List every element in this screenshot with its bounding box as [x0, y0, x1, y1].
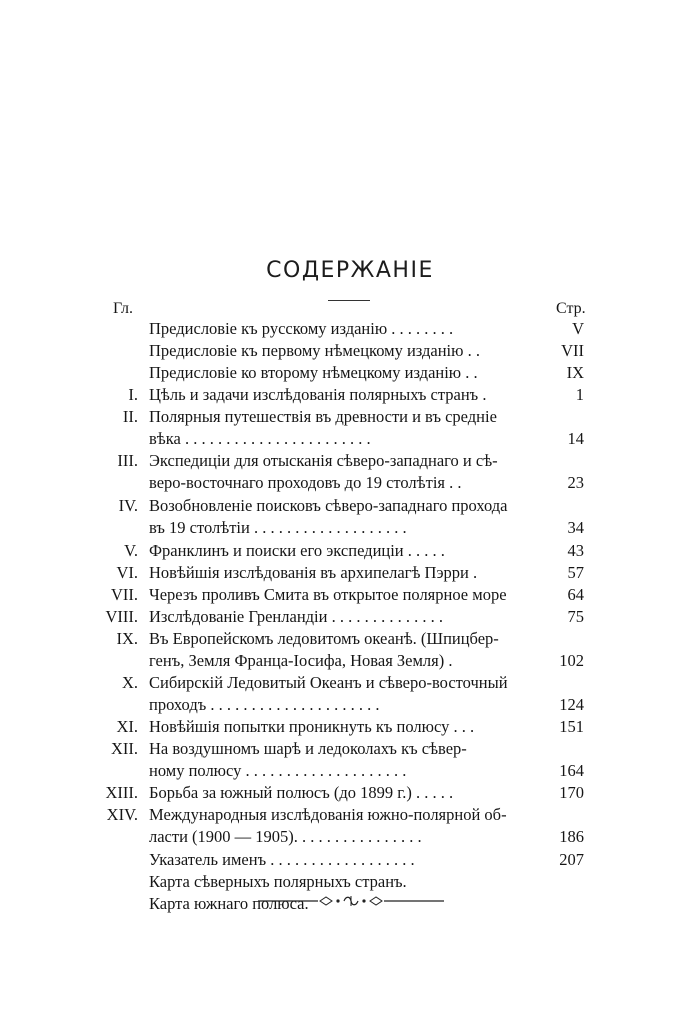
page-number: 23 — [567, 473, 584, 492]
entry-title-line: Международныя изслѣдованія южно-полярной об- — [149, 805, 507, 824]
entry-title-line: веро-восточнаго проходовъ до 19 столѣтія . . — [149, 473, 462, 492]
page-number: 64 — [567, 585, 584, 604]
chapter-number: XI. — [116, 717, 138, 736]
page-number: VII — [561, 341, 584, 360]
page-number: 207 — [559, 850, 584, 869]
page-number: 102 — [559, 651, 584, 670]
chapter-number: IX. — [116, 629, 138, 648]
chapter-number: III. — [117, 451, 138, 470]
page-number: 75 — [567, 607, 584, 626]
page-number: 124 — [559, 695, 584, 714]
ornament-divider — [256, 893, 446, 909]
entry-title-line: Изслѣдованіе Гренландіи . . . . . . . . . . . . . . — [149, 607, 443, 626]
chapter-number: VI. — [116, 563, 138, 582]
chapter-column-header: Гл. — [113, 300, 134, 317]
chapter-number: V. — [124, 541, 138, 560]
page-number: V — [572, 319, 584, 338]
entry-title-line: генъ, Земля Франца-Іосифа, Новая Земля) . — [149, 651, 453, 670]
entry-title-line: Сибирскій Ледовитый Океанъ и сѣверо-восточный — [149, 673, 508, 692]
entry-title-line: Экспедиціи для отысканія сѣверо-западнаго и сѣ- — [149, 451, 498, 470]
page-number: 186 — [559, 827, 584, 846]
page-number: 43 — [567, 541, 584, 560]
entry-title-line: Полярныя путешествія въ древности и въ средніе — [149, 407, 497, 426]
page-number: IX — [566, 363, 584, 382]
page-number: 1 — [575, 385, 584, 404]
chapter-number: VIII. — [105, 607, 138, 626]
page-number: 170 — [559, 783, 584, 802]
entry-title-line: Возобновленіе поисковъ сѣверо-западнаго прохода — [149, 496, 508, 515]
page-number: 164 — [559, 761, 584, 780]
entry-title-line: Черезъ проливъ Смита въ открытое полярное море — [149, 585, 507, 604]
entry-title-line: Новѣйшія изслѣдованія въ архипелагѣ Пэрри . — [149, 563, 478, 582]
entry-title-line: проходъ . . . . . . . . . . . . . . . . . . . . . — [149, 695, 380, 714]
entry-title-line: Указатель именъ . . . . . . . . . . . . . . . . . . — [149, 850, 415, 869]
page-column-header: Стр. — [556, 300, 586, 317]
entry-title-line: Карта южнаго полюса. — [149, 894, 309, 913]
chapter-number: VII. — [110, 585, 138, 604]
entry-title-line: Предисловіе ко второму нѣмецкому изданію . . — [149, 363, 478, 382]
entry-title-line: Франклинъ и поиски его экспедиціи . . . . . — [149, 541, 445, 560]
chapter-number: XII. — [110, 739, 138, 758]
chapter-number: XIII. — [105, 783, 138, 802]
chapter-number: IV. — [118, 496, 138, 515]
chapter-number: II. — [122, 407, 138, 426]
entry-title-line: Борьба за южный полюсъ (до 1899 г.) . . . . . — [149, 783, 454, 802]
entry-title-line: Новѣйшія попытки проникнуть къ полюсу . . . — [149, 717, 475, 736]
chapter-number: X. — [121, 673, 138, 692]
entry-title-line: ласти (1900 — 1905). . . . . . . . . . . . . . . . — [149, 827, 422, 846]
chapter-number: XIV. — [106, 805, 138, 824]
entry-title-line: Цѣль и задачи изслѣдованія полярныхъ странъ . — [149, 385, 487, 404]
entry-title-line: Предисловіе къ первому нѣмецкому изданію . . — [149, 341, 480, 360]
entry-title-line: вѣка . . . . . . . . . . . . . . . . . . . . . . . — [149, 429, 371, 448]
page-number: 34 — [567, 518, 584, 537]
entry-title-line: На воздушномъ шарѣ и ледоколахъ къ сѣвер- — [149, 739, 467, 758]
page-number: 57 — [567, 563, 584, 582]
entry-title-line: Карта сѣверныхъ полярныхъ странъ. — [149, 872, 407, 891]
chapter-number: I. — [128, 385, 138, 404]
page-number: 14 — [567, 429, 584, 448]
entry-title-line: Предисловіе къ русскому изданію . . . . . . . . — [149, 319, 454, 338]
entry-title-line: ному полюсу . . . . . . . . . . . . . . . . . . . . — [149, 761, 407, 780]
entry-title-line: въ 19 столѣтіи . . . . . . . . . . . . . . . . . . . — [149, 518, 407, 537]
page-number: 151 — [559, 717, 584, 736]
entry-title-line: Въ Европейскомъ ледовитомъ океанѣ. (Шпицбер- — [149, 629, 499, 648]
page-title: СОДЕРЖАНІЕ — [266, 258, 434, 283]
